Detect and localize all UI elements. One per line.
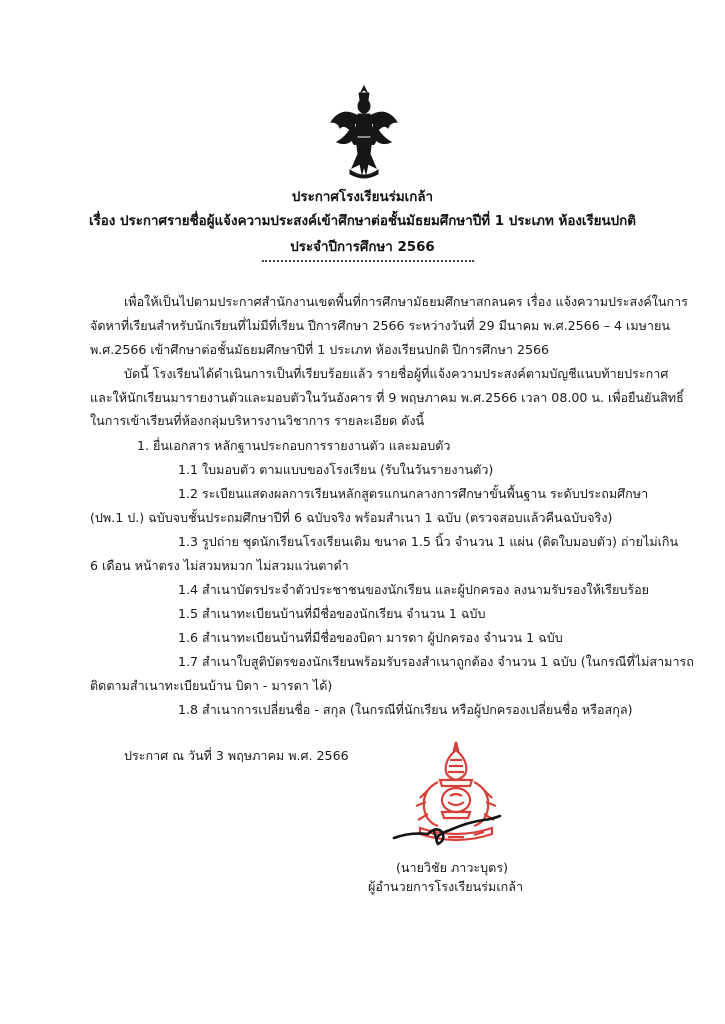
announcement-year: ประจำปีการศึกษา 2566: [290, 240, 435, 255]
announcement-org-title: ประกาศโรงเรียนร่มเกล้า: [291, 190, 434, 205]
dotted-divider: [262, 260, 474, 262]
sub-item-1-3-cont: 6 เดือน หน้าตรง ไม่สวมหมวก ไม่สวมแว่นตาดำ: [90, 558, 349, 573]
item-1: 1. ยื่นเอกสาร หลักฐานประกอบการรายงานตัว และมอบตัว: [137, 438, 451, 453]
paragraph-1-line-3: พ.ศ.2566 เข้าศึกษาต่อชั้นมัธยมศึกษาปีที่ 1 ประเภท ห้องเรียนปกติ ปีการศึกษา 2566: [90, 342, 550, 357]
announcement-date: ประกาศ ณ วันที่ 3 พฤษภาคม พ.ศ. 2566: [124, 748, 349, 763]
sub-item-1-8: 1.8 สำเนาการเปลี่ยนชื่อ - สกุล (ในกรณีที่นักเรียน หรือผู้ปกครองเปลี่ยนชื่อ หรือสกุล): [178, 702, 633, 717]
sub-item-1-2-cont: (ปพ.1 ป.) ฉบับจบชั้นประถมศึกษาปีที่ 6 ฉบับจริง พร้อมสำเนา 1 ฉบับ (ตรวจสอบแล้วคืนฉบับจริง): [90, 510, 613, 525]
sub-item-1-2: 1.2 ระเบียนแสดงผลการเรียนหลักสูตรแกนกลางการศึกษาขั้นพื้นฐาน ระดับประถมศึกษา: [178, 486, 649, 501]
sub-item-1-5: 1.5 สำเนาทะเบียนบ้านที่มีชื่อของนักเรียน จำนวน 1 ฉบับ: [178, 606, 486, 621]
sub-item-1-7: 1.7 สำเนาใบสูติบัตรของนักเรียนพร้อมรับรองสำเนาถูกต้อง จำนวน 1 ฉบับ (ในกรณีที่ไม่สามารถ: [178, 654, 694, 669]
paragraph-1-line-2: จัดหาที่เรียนสำหรับนักเรียนที่ไม่มีที่เรียน ปีการศึกษา 2566 ระหว่างวันที่ 29 มีนาคม พ.ศ.2566 – 4 เมษายน: [90, 318, 670, 333]
paragraph-2-line-2: และให้นักเรียนมารายงานตัวและมอบตัวในวันอังคาร ที่ 9 พฤษภาคม พ.ศ.2566 เวลา 08.00 น. เพื่อยืนยันสิทธิ์: [90, 390, 684, 405]
sub-item-1-1: 1.1 ใบมอบตัว ตามแบบของโรงเรียน (รับในวันรายงานตัว): [178, 462, 494, 477]
signature-icon: [388, 808, 508, 848]
signatory-name: (นายวิชัย ภาวะบุตร): [396, 860, 509, 875]
sub-item-1-4: 1.4 สำเนาบัตรประจำตัวประชาชนของนักเรียน และผู้ปกครอง ลงนามรับรองให้เรียบร้อย: [178, 582, 650, 597]
announcement-subject: เรื่อง ประกาศรายชื่อผู้แจ้งความประสงค์เข้าศึกษาต่อชั้นมัธยมศึกษาปีที่ 1 ประเภท ห้องเรียนปกติ: [89, 214, 636, 229]
sub-item-1-7-cont: ติดตามสำเนาทะเบียนบ้าน บิดา - มารดา ได้): [90, 678, 333, 693]
paragraph-2-line-3: ในการเข้าเรียนที่ห้องกลุ่มบริหารงานวิชาการ รายละเอียด ดังนี้: [90, 413, 425, 428]
garuda-emblem-icon: [328, 84, 400, 182]
signatory-title: ผู้อำนวยการโรงเรียนร่มเกล้า: [368, 879, 524, 894]
paragraph-2-line-1: บัดนี้ โรงเรียนได้ดำเนินการเป็นที่เรียบร้อยแล้ว รายชื่อผู้ที่แจ้งความประสงค์ตามบัญชีแนบท้ายประกาศ: [124, 366, 669, 381]
paragraph-1-line-1: เพื่อให้เป็นไปตามประกาศสำนักงานเขตพื้นที่การศึกษามัธยมศึกษาสกลนคร เรื่อง แจ้งความประสงค์ในการ: [124, 294, 688, 309]
sub-item-1-6: 1.6 สำเนาทะเบียนบ้านที่มีชื่อของบิดา มารดา ผู้ปกครอง จำนวน 1 ฉบับ: [178, 630, 563, 645]
sub-item-1-3: 1.3 รูปถ่าย ชุดนักเรียนโรงเรียนเดิม ขนาด 1.5 นิ้ว จำนวน 1 แผ่น (ติดใบมอบตัว) ถ่ายไม่เกิน: [178, 534, 679, 549]
